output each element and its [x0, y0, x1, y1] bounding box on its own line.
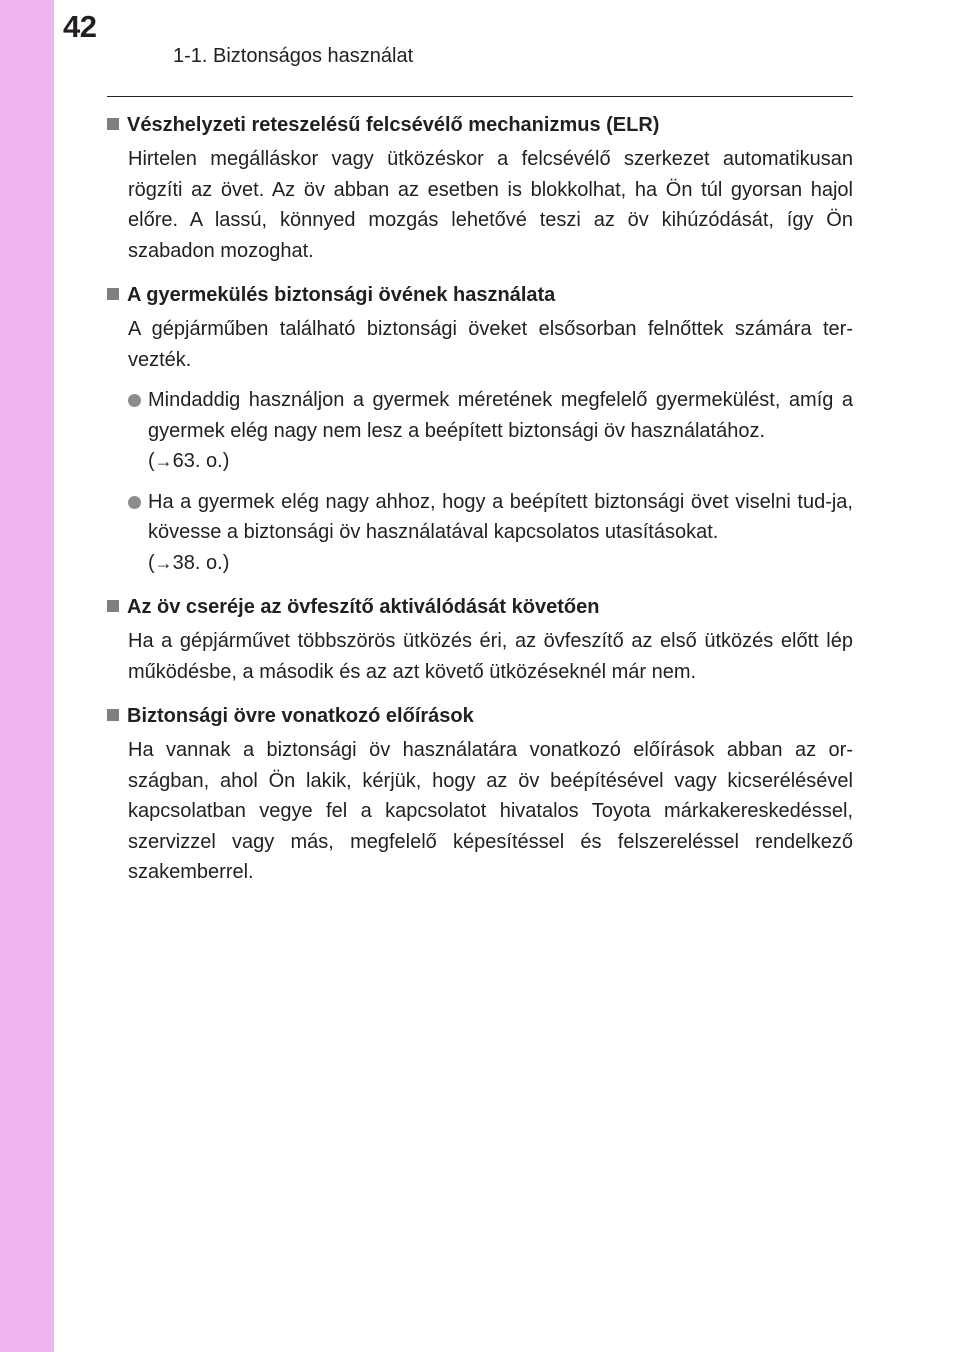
ref-text: 38. o.): [172, 551, 230, 574]
section-heading-text: Biztonsági övre vonatkozó előírások: [127, 705, 474, 727]
section-paragraph: A gépjárműben található biztonsági öveket elsősorban felnőttek számára ter-vezték.: [128, 318, 853, 371]
header-divider: [107, 96, 853, 97]
ref-open: (: [148, 450, 155, 472]
round-bullet-icon: [128, 394, 141, 407]
chapter-title: 1-1. Biztonságos használat: [173, 45, 414, 67]
list-item: [128, 487, 853, 579]
page-reference[interactable]: [148, 548, 853, 579]
section-heading-text: Az öv cseréje az övfeszítő aktiválódását követően: [127, 596, 600, 618]
ref-text: 63. o.): [172, 450, 230, 472]
section-heading: [107, 110, 853, 140]
section-child-seat-belt: [107, 280, 853, 578]
square-bullet-icon: [107, 118, 119, 130]
section-paragraph: Ha a gépjárművet többszörös ütközés éri, az övfeszítő az első ütközés előtt lép működésbe, a második és az azt követő ütközéseknél már nem.: [128, 630, 853, 683]
square-bullet-icon: [107, 288, 119, 300]
section-heading: [107, 592, 853, 622]
section-pretensioner: [107, 592, 853, 687]
section-elr: [107, 110, 853, 266]
section-heading-text: A gyermekülés biztonsági övének használata: [127, 284, 556, 306]
right-arrow-icon: →: [154, 552, 173, 573]
ref-open: (: [148, 551, 155, 574]
section-paragraph: Ha vannak a biztonsági öv használatára vonatkozó előírások abban az or-szágban, ahol Ön lakik, kérjük, hogy az öv beépítésével vagy kicserélésével kapcsolatban vegye fel a kapcsolatot hivatalos Toyota márkakereskedéssel, szervizzel vagy más, megfelelő képesítéssel és felszereléssel rendelkező szakemberrel.: [128, 739, 853, 883]
section-heading: [107, 280, 853, 310]
round-bullet-icon: [128, 496, 141, 509]
list-item: [128, 385, 853, 477]
square-bullet-icon: [107, 600, 119, 612]
list-item-text: Mindaddig használjon a gyermek méretének megfelelő gyermekülést, amíg a gyermek elég nagy nem lesz a beépített biztonsági öv használatához.: [148, 389, 853, 442]
chapter-color-band: [0, 0, 54, 1352]
page-number: 42: [63, 9, 97, 44]
section-heading-text: Vészhelyzeti reteszelésű felcsévélő mechanizmus (ELR): [127, 114, 660, 136]
section-heading: [107, 701, 853, 731]
page-reference[interactable]: [148, 446, 853, 477]
square-bullet-icon: [107, 709, 119, 721]
right-arrow-icon: →: [154, 451, 173, 471]
section-paragraph: Hirtelen megálláskor vagy ütközéskor a felcsévélő szerkezet automatikusan rögzíti az övet. Az öv abban az esetben is blokkolhat, ha Ön túl gyorsan hajol előre. A lassú, könnyed mozgás lehetővé teszi az öv kihúzódását, így Ön szabadon mozoghat.: [128, 148, 853, 262]
section-regulations: [107, 701, 853, 888]
list-item-text: Ha a gyermek elég nagy ahhoz, hogy a beépített biztonsági övet viselni tud-ja, kövesse a biztonsági öv használatával kapcsolatos utasításokat.: [148, 490, 853, 543]
page-content: [107, 110, 853, 902]
